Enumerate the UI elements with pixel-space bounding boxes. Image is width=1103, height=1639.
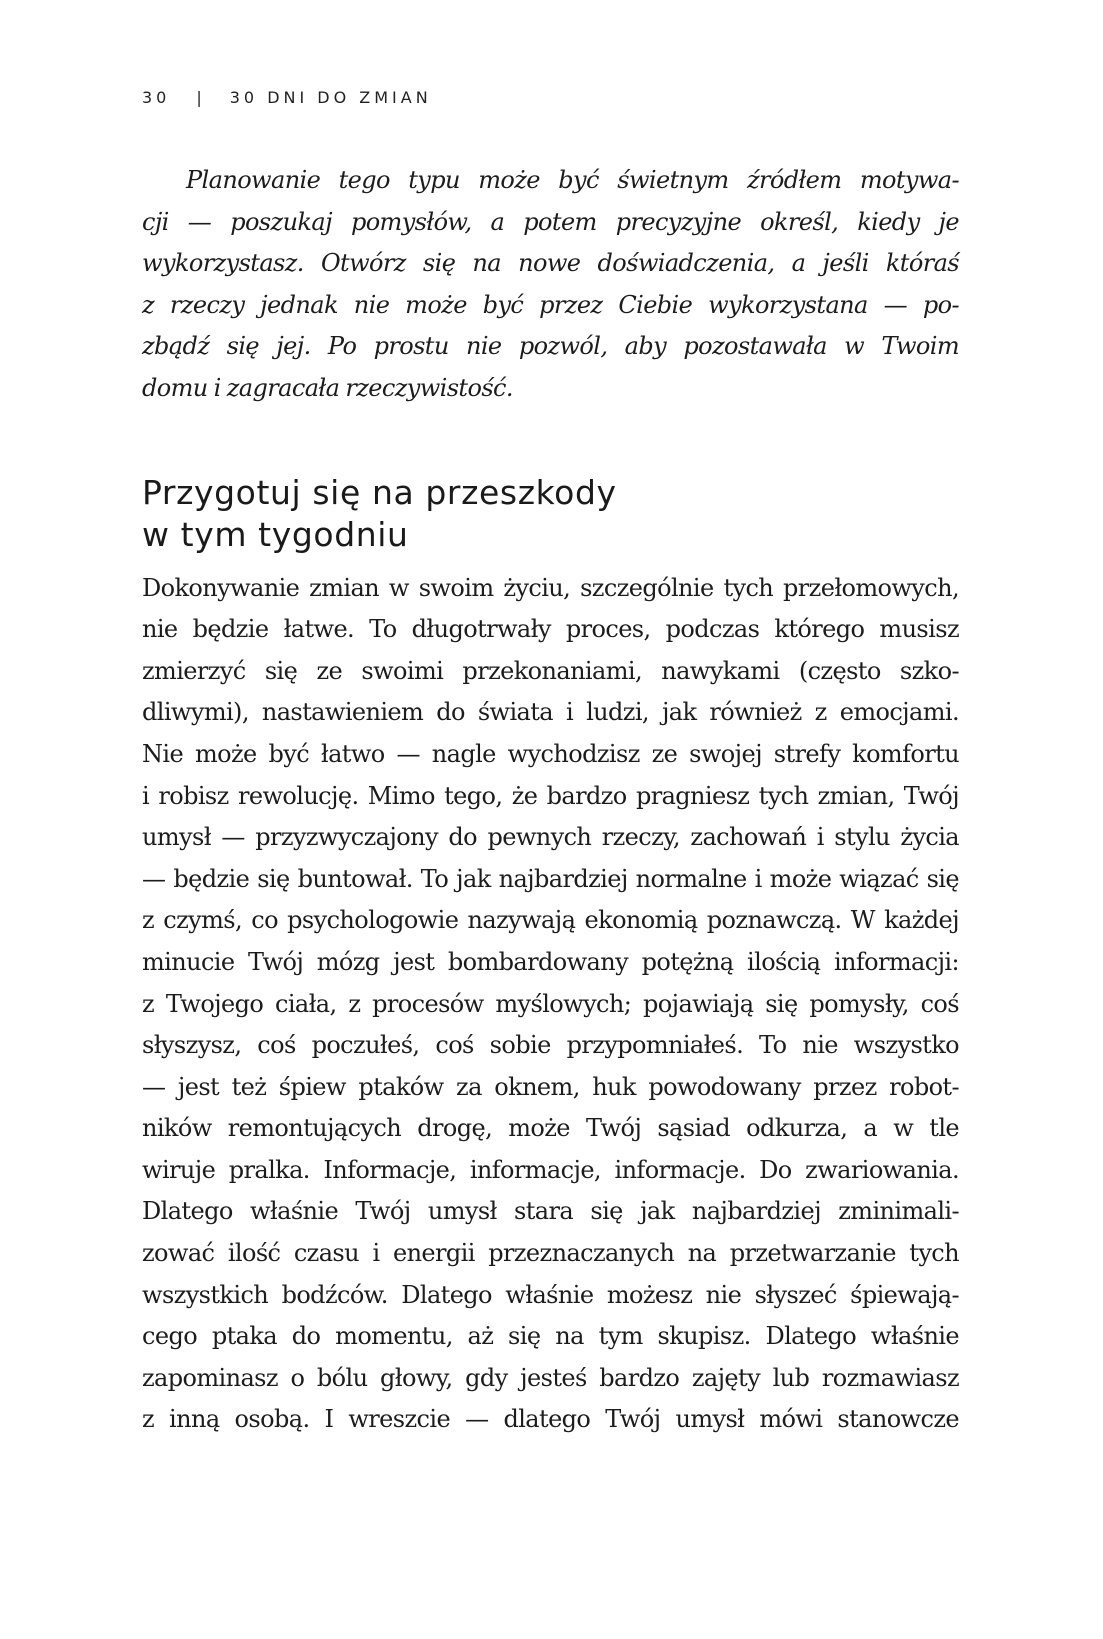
body-line: umysł — przyzwyczajony do pewnych rzeczy, zachowań i stylu życia <box>142 823 959 852</box>
body-line: — jest też śpiew ptaków za oknem, huk powodowany przez robot- <box>142 1072 959 1101</box>
body-line: słyszysz, coś poczułeś, coś sobie przypomniałeś. To nie wszystko <box>142 1031 959 1060</box>
section-heading <box>142 472 959 556</box>
intro-line: cji — poszukaj pomysłów, a potem precyzyjne określ, kiedy je <box>142 207 959 236</box>
body-line: dliwymi), nastawieniem do świata i ludzi, jak również z emocjami. <box>142 698 959 727</box>
intro-line: domu i zagracała rzeczywistość. <box>142 373 513 402</box>
body-line: minucie Twój mózg jest bombardowany potężną ilością informacji: <box>142 947 959 976</box>
body-line: z Twojego ciała, z procesów myślowych; pojawiają się pomysły, coś <box>142 989 959 1018</box>
section-heading-line: Przygotuj się na przeszkody <box>142 472 617 512</box>
body-line: z inną osobą. I wreszcie — dlatego Twój umysł mówi stanowcze <box>142 1405 959 1434</box>
body-line: cego ptaka do momentu, aż się na tym skupisz. Dlatego właśnie <box>142 1322 959 1351</box>
body-line: wszystkich bodźców. Dlatego właśnie możesz nie słyszeć śpiewają- <box>142 1280 959 1309</box>
book-title: 30 DNI DO ZMIAN <box>229 88 432 107</box>
body-line: i robisz rewolucję. Mimo tego, że bardzo pragniesz tych zmian, Twój <box>142 781 959 810</box>
body-line: nie będzie łatwe. To długotrwały proces, podczas którego musisz <box>142 615 959 644</box>
body-line: Nie może być łatwo — nagle wychodzisz ze swojej strefy komfortu <box>142 739 959 768</box>
body-line: — będzie się buntował. To jak najbardziej normalne i może wiązać się <box>142 864 959 893</box>
header-separator: | <box>196 88 206 107</box>
page-content <box>142 160 959 1441</box>
intro-line: wykorzystasz. Otwórz się na nowe doświadczenia, a jeśli któraś <box>142 249 959 278</box>
intro-line: Planowanie tego typu może być świetnym źródłem motywa- <box>186 166 959 194</box>
running-header <box>142 88 432 107</box>
page-number: 30 <box>142 88 171 107</box>
body-line: Dlatego właśnie Twój umysł stara się jak najbardziej zminimali- <box>142 1197 959 1226</box>
body-line: wiruje pralka. Informacje, informacje, informacje. Do zwariowania. <box>142 1155 959 1184</box>
section-heading-line: w tym tygodniu <box>142 514 409 554</box>
body-line: zmierzyć się ze swoimi przekonaniami, nawykami (często szko- <box>142 656 959 685</box>
body-line: zapominasz o bólu głowy, gdy jesteś bardzo zajęty lub rozmawiasz <box>142 1363 959 1392</box>
intro-paragraph <box>142 160 959 410</box>
intro-line: zbądź się jej. Po prostu nie pozwól, aby pozostawała w Twoim <box>142 332 959 361</box>
section-body <box>142 568 959 1441</box>
body-line: zować ilość czasu i energii przeznaczanych na przetwarzanie tych <box>142 1239 959 1268</box>
body-line: z czymś, co psychologowie nazywają ekonomią poznawczą. W każdej <box>142 906 959 935</box>
body-line: Dokonywanie zmian w swoim życiu, szczególnie tych przełomowych, <box>142 573 959 602</box>
intro-line: z rzeczy jednak nie może być przez Ciebie wykorzystana — po- <box>142 290 959 319</box>
body-line: ników remontujących drogę, może Twój sąsiad odkurza, a w tle <box>142 1114 959 1143</box>
